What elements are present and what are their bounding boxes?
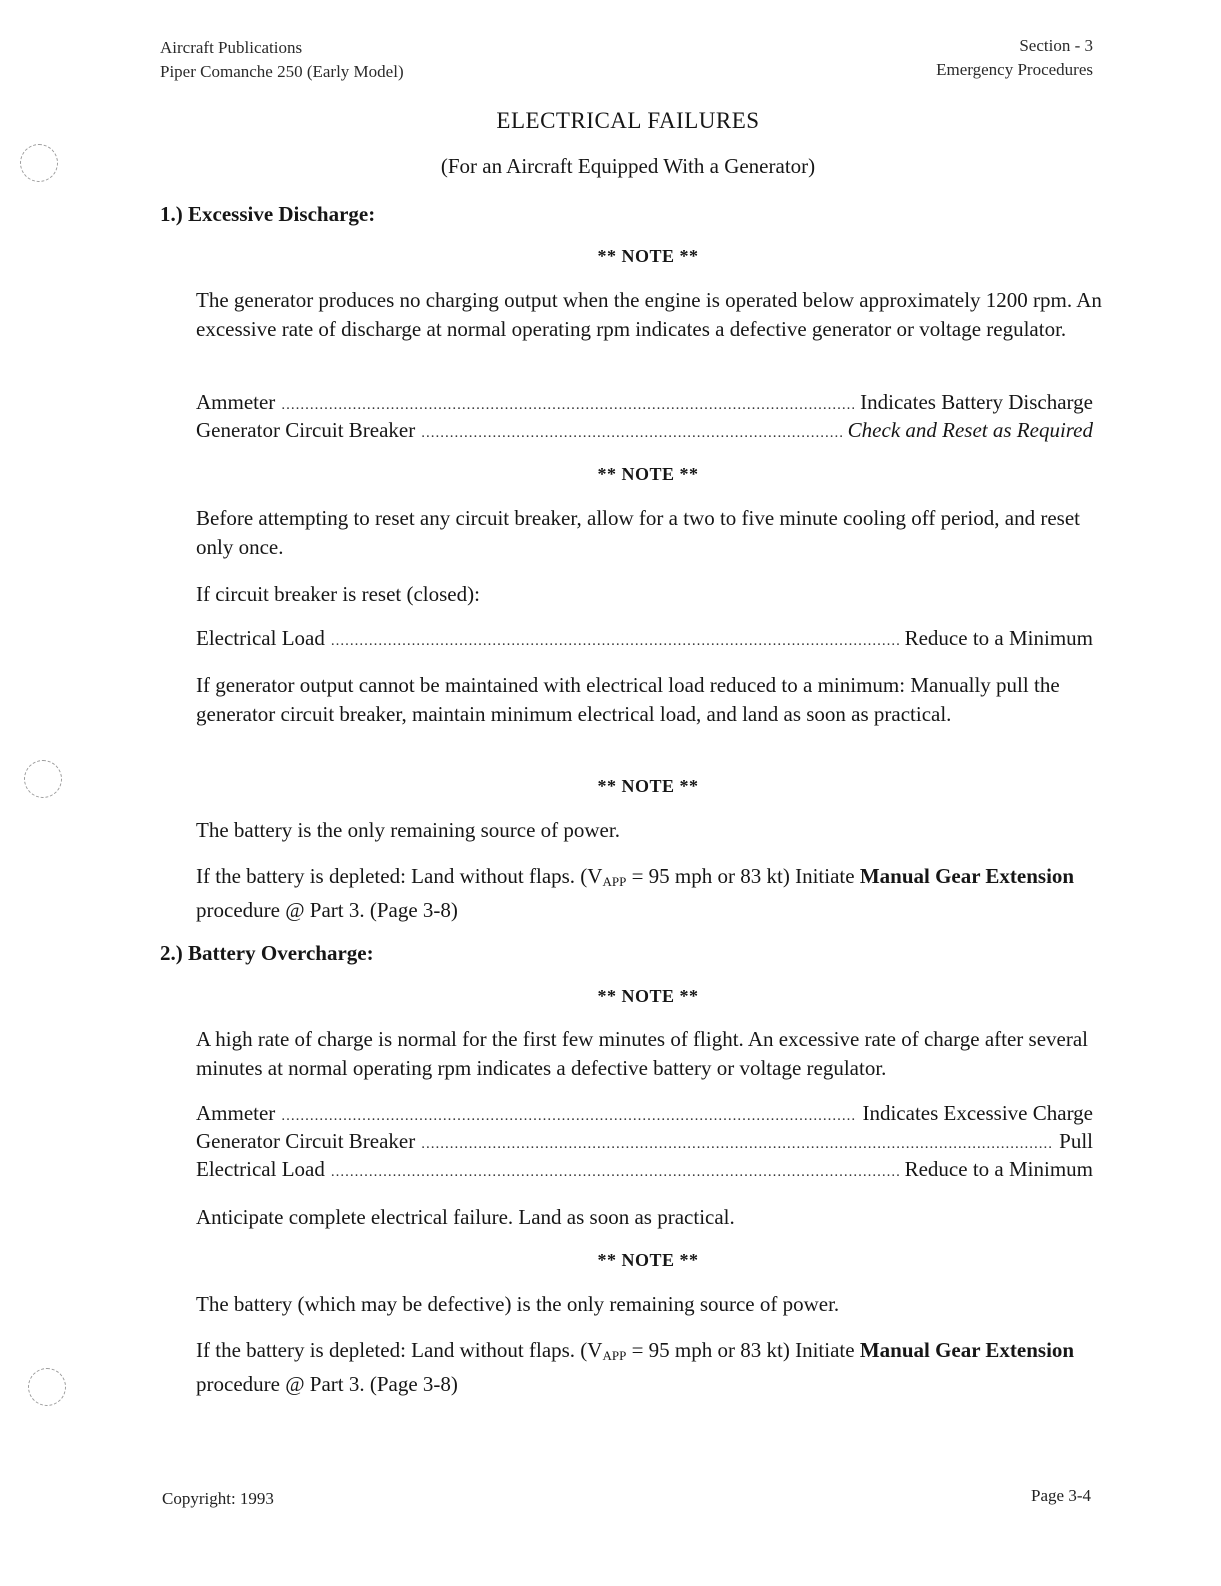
- checklist-action: Reduce to a Minimum: [904, 626, 1093, 650]
- manual-gear-extension: Manual Gear Extension: [859, 864, 1075, 888]
- binder-hole: [28, 1368, 66, 1406]
- manual-gear-extension: Manual Gear Extension: [859, 1338, 1075, 1362]
- checklist-item: Electrical Load: [196, 626, 325, 650]
- section-number: Section - 3: [1019, 36, 1093, 55]
- anticipate-failure-text: Anticipate complete electrical failure. Land as soon as practical.: [196, 1205, 735, 1229]
- note-text-circuit-breaker: Before attempting to reset any circuit breaker, allow for a two to five minute cooling off period, and reset only once.: [196, 506, 1080, 559]
- page-subtitle: (For an Aircraft Equipped With a Generator): [440, 154, 816, 178]
- section-heading-excessive-discharge: 1.) Excessive Discharge:: [160, 202, 376, 226]
- checklist-item: Ammeter: [196, 390, 276, 414]
- note-text-high-charge: A high rate of charge is normal for the first few minutes of flight. An excessive rate of charge after several minutes at normal operating rpm indicates a defective battery or voltage regulator.: [196, 1027, 1088, 1080]
- checklist-item: Generator Circuit Breaker: [196, 418, 416, 442]
- note-label: ** NOTE **: [597, 986, 699, 1006]
- v-app-subscript: APP: [602, 1348, 627, 1363]
- checklist-action: Reduce to a Minimum: [904, 1157, 1093, 1181]
- publisher: Aircraft Publications: [160, 38, 303, 57]
- section-heading-battery-overcharge: 2.) Battery Overcharge:: [160, 941, 374, 965]
- note-text-battery-only: The battery is the only remaining source of power.: [196, 818, 620, 842]
- header-right: [936, 34, 1093, 82]
- note-label: ** NOTE **: [597, 464, 699, 484]
- header-left: [160, 36, 404, 84]
- section-title: Emergency Procedures: [936, 60, 1093, 79]
- checklist-item: Electrical Load: [196, 1157, 325, 1181]
- checklist-row: [196, 624, 1093, 656]
- note-text-generator: The generator produces no charging output when the engine is operated below approximately 1200 rpm. An excessive rate of discharge at normal operating rpm indicates a defective generator or voltage regulator.: [196, 288, 1102, 341]
- copyright: Copyright: 1993: [162, 1489, 274, 1508]
- aircraft-model: Piper Comanche 250 (Early Model): [160, 62, 404, 81]
- checklist-action: Indicates Excessive Charge: [862, 1101, 1093, 1125]
- checklist-row: [196, 416, 1093, 448]
- checklist-action: Check and Reset as Required: [847, 418, 1093, 442]
- checklist-item: Ammeter: [196, 1101, 276, 1125]
- cannot-maintain-text: If generator output cannot be maintained with electrical load reduced to a minimum: Manually pull the generator circuit breaker, maintain minimum electrical load, and land as soon as practical.: [196, 673, 1060, 726]
- note-text-battery-defective: The battery (which may be defective) is the only remaining source of power.: [196, 1292, 840, 1316]
- leader-dots: [331, 627, 899, 656]
- checklist-action: Pull: [1059, 1129, 1093, 1153]
- note-label: ** NOTE **: [597, 776, 699, 796]
- page-title: ELECTRICAL FAILURES: [496, 108, 760, 133]
- v-app-subscript: APP: [602, 874, 627, 889]
- battery-depleted-text: If the battery is depleted: Land without flaps. ($V_{APP} = 95$ mph or 83 kt) Initiate Manual Gear Extension procedure @ Part 3. (Page 3-8): [196, 1338, 1075, 1396]
- note-label: ** NOTE **: [597, 246, 699, 266]
- checklist-item: Generator Circuit Breaker: [196, 1129, 416, 1153]
- note-label: ** NOTE **: [597, 1250, 699, 1270]
- leader-dots: [421, 419, 841, 448]
- if-reset-text: If circuit breaker is reset (closed):: [196, 582, 480, 606]
- page-number: Page 3-4: [1031, 1486, 1091, 1505]
- battery-depleted-text: If the battery is depleted: Land without flaps. ($V_{APP} = 95$ mph or 83 kt) Initiate Manual Gear Extension procedure @ Part 3. (Page 3-8): [196, 864, 1075, 922]
- leader-dots: [331, 1158, 899, 1187]
- checklist-row: [196, 1155, 1093, 1187]
- checklist-action: Indicates Battery Discharge: [860, 390, 1093, 414]
